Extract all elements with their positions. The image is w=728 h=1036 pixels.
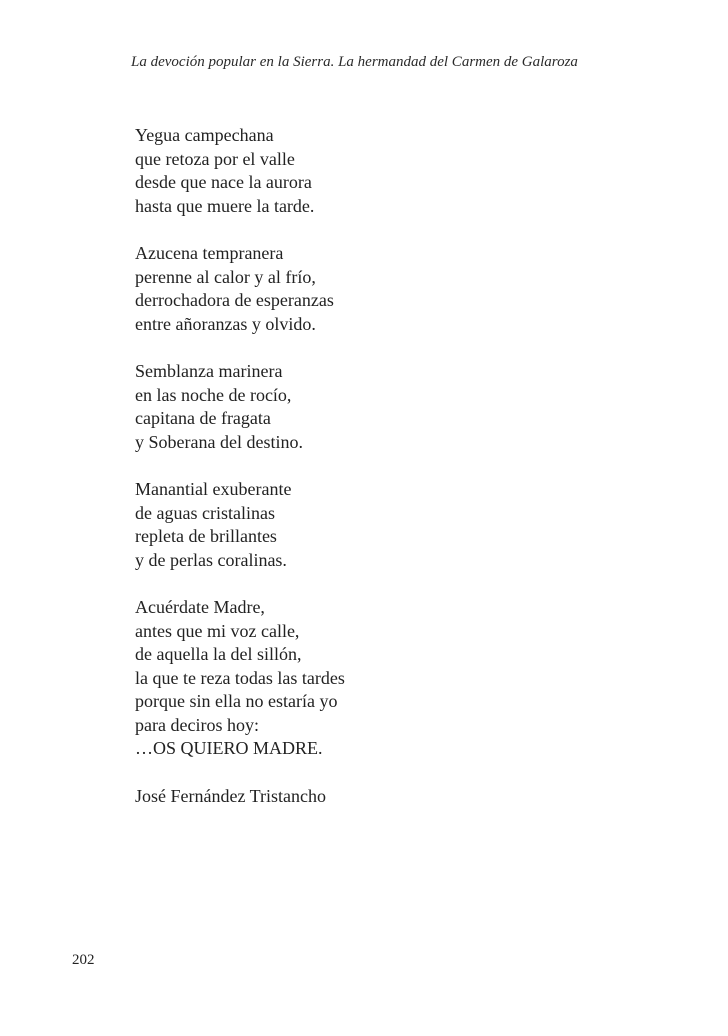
stanza-4 — [135, 478, 345, 572]
poem-line: y Soberana del destino. — [135, 431, 303, 452]
poem-line: y de perlas coralinas. — [135, 549, 287, 570]
poem-line: entre añoranzas y olvido. — [135, 313, 316, 334]
poem-line: de aguas cristalinas — [135, 502, 275, 523]
page-number: 202 — [72, 952, 95, 968]
poem-line: porque sin ella no estaría yo — [135, 691, 338, 711]
poem-line: la que te reza todas las tardes — [135, 667, 345, 688]
poem-line: perenne al calor y al frío, — [135, 266, 316, 287]
poem-line: Yegua campechana — [135, 125, 274, 145]
running-header: La devoción popular en la Sierra. La hermandad del Carmen de Galaroza — [131, 54, 578, 70]
poem-line: Semblanza marinera — [135, 361, 283, 381]
stanza-3 — [135, 360, 345, 454]
poem-line: en las noche de rocío, — [135, 384, 292, 405]
poem-line: derrochadora de esperanzas — [135, 290, 334, 310]
poem — [135, 124, 345, 808]
poem-line: hasta que muere la tarde. — [135, 195, 315, 216]
poem-line: de aquella la del sillón, — [135, 644, 302, 664]
stanza-1 — [135, 124, 345, 218]
poem-line: Manantial exuberante — [135, 479, 292, 499]
poem-line: para deciros hoy: — [135, 714, 259, 735]
poem-line: Acuérdate Madre, — [135, 597, 265, 617]
author-signature: José Fernández Tristancho — [135, 785, 326, 806]
poem-line: Azucena tempranera — [135, 243, 284, 263]
poem-line: capitana de fragata — [135, 408, 271, 428]
stanza-5 — [135, 596, 345, 761]
poem-line: antes que mi voz calle, — [135, 620, 300, 641]
poem-line: que retoza por el valle — [135, 148, 295, 169]
stanza-2 — [135, 242, 345, 336]
poem-line: desde que nace la aurora — [135, 172, 312, 192]
poem-line: …OS QUIERO MADRE. — [135, 738, 323, 758]
poem-line: repleta de brillantes — [135, 526, 277, 546]
